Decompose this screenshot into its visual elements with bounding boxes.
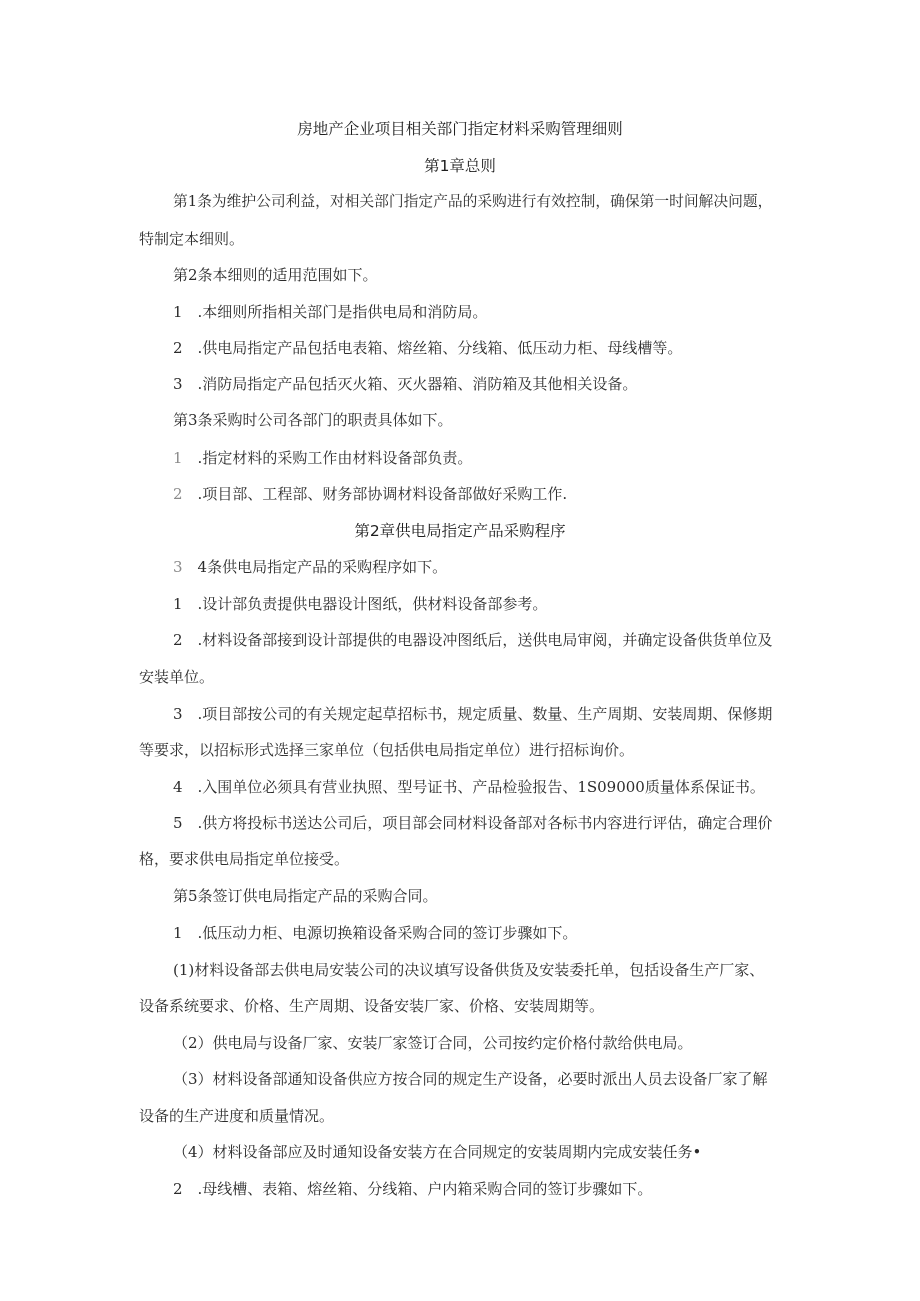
article-3: 第3条采购时公司各部门的职责具体如下。 bbox=[173, 411, 453, 429]
article-5-step-1-line-1: (1)材料设备部去供电局安装公司的决议填写设备供货及安装委托单，包括设备生产厂家、 bbox=[173, 961, 765, 979]
article-3-item-1 bbox=[173, 448, 472, 468]
article-4-item-2-line-2: 安装单位。 bbox=[139, 668, 215, 686]
document-title: 房地产企业项目相关部门指定材料采购管理细则 bbox=[297, 120, 623, 138]
article-5-step-3-line-2: 设备的生产进度和质量情况。 bbox=[139, 1107, 335, 1125]
article-5-item-1: 1 .低压动力柜、电源切换箱设备采购合同的签订步骤如下。 bbox=[173, 924, 578, 942]
article-2-item-2: 2 .供电局指定产品包括电表箱、熔丝箱、分线箱、低压动力柜、母线槽等。 bbox=[173, 339, 683, 357]
article-3-item-2-number: 2 bbox=[173, 485, 183, 503]
article-4-item-4: 4 .入围单位必须具有营业执照、型号证书、产品检验报告、1S09000质量体系保证书。 bbox=[173, 778, 765, 796]
article-2-item-3: 3 .消防局指定产品包括灭火箱、灭火器箱、消防箱及其他相关设备。 bbox=[173, 375, 638, 393]
article-4-item-3-line-1: 3 .项目部按公司的有关规定起草招标书，规定质量、数量、生产周期、安装周期、保修期 bbox=[173, 705, 773, 723]
article-3-item-1-text: .指定材料的采购工作由材料设备部负责。 bbox=[182, 449, 473, 467]
article-4-item-1: 1 .设计部负责提供电器设计图纸，供材料设备部参考。 bbox=[173, 595, 548, 613]
article-4-item-5-line-2: 格，要求供电局指定单位接受。 bbox=[139, 850, 350, 868]
article-1-line-1: 第1条为维护公司利益，对相关部门指定产品的采购进行有效控制，确保第一时间解决问题， bbox=[173, 193, 773, 210]
article-1-line-2: 特制定本细则。 bbox=[139, 230, 245, 248]
article-5-step-4: （4）材料设备部应及时通知设备安装方在合同规定的安装周期内完成安装任务• bbox=[173, 1143, 702, 1161]
article-5-step-1-line-2: 设备系统要求、价格、生产周期、设备安装厂家、价格、安装周期等。 bbox=[139, 997, 605, 1015]
article-3-item-2 bbox=[173, 484, 567, 504]
article-3-item-2-text: .项目部、工程部、财务部协调材料设备部做好采购工作. bbox=[182, 485, 568, 503]
article-5-step-2: （2）供电局与设备厂家、安装厂家签订合同，公司按约定价格付款给供电局。 bbox=[173, 1034, 693, 1052]
article-2-item-1: 1 .本细则所指相关部门是指供电局和消防局。 bbox=[173, 303, 488, 321]
chapter-2-heading: 第2章供电局指定产品采购程序 bbox=[354, 522, 566, 540]
article-2: 第2条本细则的适用范围如下。 bbox=[173, 266, 378, 284]
article-4 bbox=[173, 557, 447, 577]
article-4-item-2-line-1: 2 .材料设备部接到设计部提供的电器设冲图纸后，送供电局审阅，并确定设备供货单位及 bbox=[173, 631, 773, 649]
article-4-item-5-line-1: 5 .供方将投标书送达公司后，项目部会同材料设备部对各标书内容进行评估，确定合理价 bbox=[173, 814, 773, 832]
chapter-1-heading: 第1章总则 bbox=[424, 157, 496, 175]
article-4-number: 3 bbox=[173, 558, 183, 576]
article-4-text: 4条供电局指定产品的采购程序如下。 bbox=[182, 558, 448, 576]
article-4-item-3-line-2: 等要求，以招标形式选择三家单位（包括供电局指定单位）进行招标询价。 bbox=[139, 741, 635, 759]
article-5-item-2: 2 .母线槽、表箱、熔丝箱、分线箱、户内箱采购合同的签订步骤如下。 bbox=[173, 1180, 653, 1198]
article-3-item-1-number: 1 bbox=[173, 449, 183, 467]
article-5-step-3-line-1: （3）材料设备部通知设备供应方按合同的规定生产设备，必要时派出人员去设备厂家了解 bbox=[173, 1070, 768, 1088]
article-5: 第5条签订供电局指定产品的采购合同。 bbox=[173, 887, 438, 905]
